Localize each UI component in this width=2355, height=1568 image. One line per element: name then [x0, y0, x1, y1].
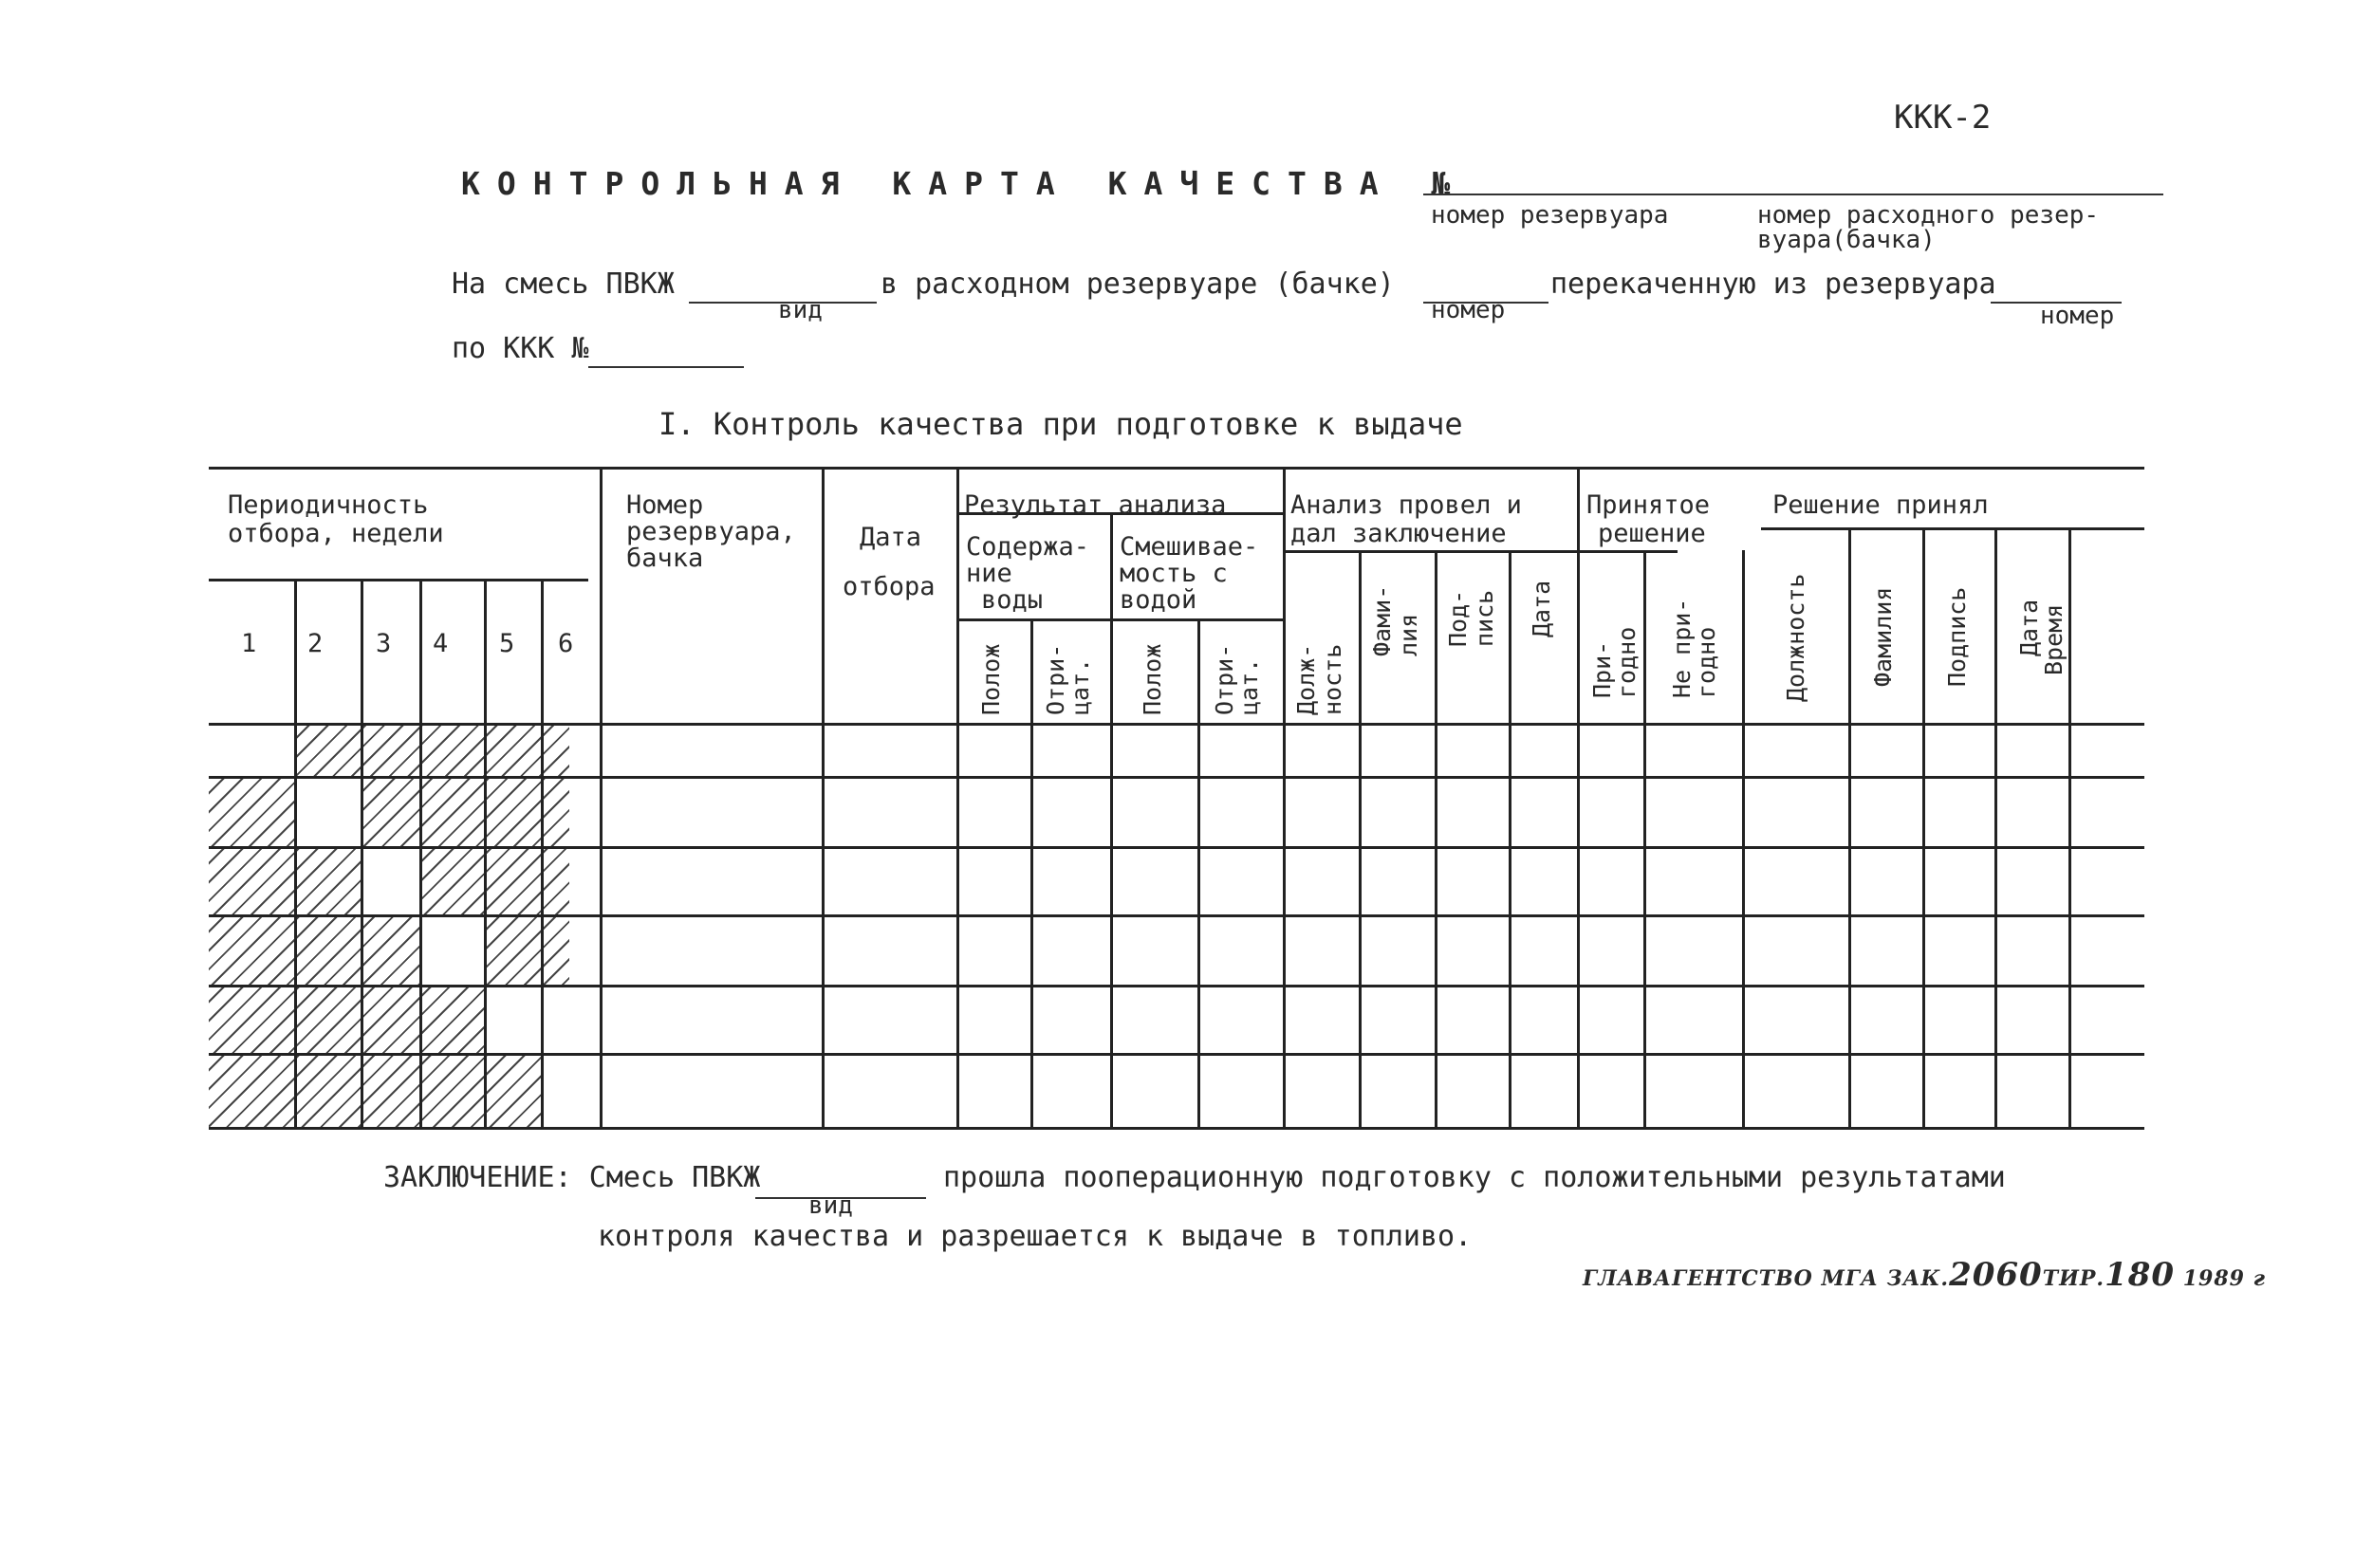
caption-supply-tank-2: вуара(бачка): [1757, 226, 1936, 254]
col-sep-result: [956, 467, 959, 1127]
conclusion-rest: прошла пооперационную подготовку с положительными результатами: [943, 1161, 2006, 1194]
unfit-header-1: Не при-: [1668, 598, 1696, 698]
hatched-cells-row-5: [209, 985, 484, 1053]
stamp-print-run: 180: [2105, 1256, 2176, 1294]
row-line-4: [209, 985, 2144, 987]
col-sep-signature: [1435, 550, 1437, 1127]
row-line-3: [209, 914, 2144, 917]
analysis-by-header-1: Анализ провел и: [1290, 490, 1522, 520]
stamp-tir-label: ТИР.: [2042, 1266, 2105, 1291]
caption-tank-number: номер резервуара: [1431, 201, 1669, 230]
week-3: 3: [376, 629, 392, 658]
header-bottom-border: [209, 723, 2144, 726]
unfit-header-2: годно: [1693, 626, 1720, 698]
surname-header-1: Фами-: [1368, 584, 1396, 656]
decision-by-divider: [1761, 527, 2144, 530]
table-bottom-border: [209, 1127, 2144, 1130]
week-4: 4: [433, 629, 449, 658]
week-6: 6: [558, 629, 574, 658]
row-line-1: [209, 776, 2144, 779]
date2-header: Дата: [2015, 599, 2043, 656]
mix-prefix: На смесь ПВКЖ: [452, 267, 675, 301]
date-header-2: отбора: [843, 572, 936, 601]
col-sep-tank: [600, 467, 603, 1127]
source-tank-caption: номер: [2040, 302, 2115, 330]
conclusion-mix-caption: вид: [808, 1191, 853, 1220]
position2-header: Должность: [1782, 573, 1809, 702]
col-sep-decision-by: [1742, 550, 1745, 1127]
title-underline: [1423, 194, 2163, 195]
time2-header: Время: [2040, 603, 2068, 675]
col-sep-analysis: [1283, 467, 1286, 1127]
hatched-cells-row-2b: [361, 776, 569, 846]
col-sep-misc: [1110, 512, 1113, 1127]
week-sep-2: [361, 579, 363, 1127]
water-pos-header: Полож: [977, 643, 1005, 715]
fit-header-2: годно: [1613, 626, 1641, 698]
week-1: 1: [241, 629, 257, 658]
col-sep-water-pos: [1030, 618, 1033, 1127]
surname-header-2: лия: [1395, 613, 1422, 656]
misc-neg-header-2: цат.: [1235, 657, 1263, 715]
col-sep-misc-pos: [1197, 618, 1200, 1127]
week-sep-5: [541, 579, 544, 1127]
quality-control-table: [209, 467, 2146, 1131]
print-stamp: [1583, 1256, 2266, 1294]
miscibility-3: водой: [1120, 585, 1197, 615]
periodicity-divider: [209, 579, 588, 581]
hatched-cells-row-6: [209, 1053, 541, 1127]
kkk-ref-field: [588, 366, 744, 368]
signature2-header: Подпись: [1943, 586, 1971, 687]
water-content-2: ние: [966, 559, 1012, 588]
week-sep-1: [294, 579, 297, 1127]
periodicity-header-2: отбора, недели: [228, 519, 444, 548]
miscibility-1: Смешивае-: [1120, 532, 1259, 562]
hatched-cells-row-2: [209, 776, 294, 846]
water-neg-header-1: Отри-: [1042, 643, 1069, 715]
misc-pos-header: Полож: [1139, 643, 1166, 715]
signature-header-1: Под-: [1444, 589, 1472, 647]
row-line-2: [209, 846, 2144, 849]
tank-header-1: Номер: [626, 490, 704, 520]
hatched-cells-row-1: [294, 723, 569, 776]
water-misc-divider: [956, 618, 1283, 621]
periodicity-header-1: Периодичность: [228, 490, 429, 520]
hatched-cells-row-4b: [484, 914, 569, 985]
surname2-header: Фамилия: [1869, 586, 1897, 687]
caption-supply-tank: номер расходного резер-: [1757, 201, 2100, 230]
document-title: КОНТРОЛЬНАЯ КАРТА КАЧЕСТВА №: [461, 165, 1468, 202]
pumped-from-text: перекаченную из резервуара: [1550, 267, 1996, 301]
fit-header-1: При-: [1588, 640, 1616, 698]
analysis-by-header-2: дал заключение: [1290, 519, 1507, 548]
decision-header-2: решение: [1598, 519, 1706, 548]
row-line-5: [209, 1053, 2144, 1056]
stamp-order-number: 2060: [1949, 1256, 2043, 1294]
table-top-border: [209, 467, 2144, 470]
col-sep-decision: [1577, 467, 1580, 1127]
decision-by-header: Решение принял: [1772, 490, 1989, 520]
week-5: 5: [499, 629, 515, 658]
analysis-by-divider: [1283, 550, 1678, 553]
date-header-1: Дата: [860, 523, 922, 552]
decision-header-1: Принятое: [1586, 490, 1711, 520]
week-sep-3: [419, 579, 422, 1127]
document-code: ККК-2: [1894, 99, 1992, 137]
col-sep-date3: [1509, 550, 1511, 1127]
supply-tank-text: в расходном резервуаре (бачке): [881, 267, 1395, 301]
tank-header-3: бачка: [626, 544, 704, 573]
mix-type-caption: вид: [778, 296, 823, 324]
hatched-cells-row-4: [209, 914, 419, 985]
water-content-3: воды: [981, 585, 1044, 615]
stamp-text: ГЛАВАГЕНТСТВО МГА ЗАК.: [1583, 1266, 1950, 1291]
conclusion-label: ЗАКЛЮЧЕНИЕ: Смесь ПВКЖ: [383, 1161, 761, 1194]
misc-neg-header-1: Отри-: [1211, 643, 1238, 715]
col-sep-time2: [2068, 527, 2071, 1127]
miscibility-2: мость с: [1120, 559, 1228, 588]
col-sep-surname2: [1848, 527, 1851, 1127]
analysis-result-header: Результат анализа: [964, 490, 1227, 520]
stamp-year: 1989 г: [2182, 1266, 2266, 1291]
col-sep-date: [822, 467, 825, 1127]
conclusion-line-2: контроля качества и разрешается к выдаче в топливо.: [598, 1220, 1473, 1253]
col-sep-signature2: [1922, 527, 1925, 1127]
tank-header-2: резервуара,: [626, 517, 796, 546]
signature-header-2: пись: [1471, 589, 1498, 647]
week-sep-4: [484, 579, 487, 1127]
water-neg-header-2: цат.: [1066, 657, 1094, 715]
kkk-ref-prefix: по ККК №: [452, 332, 589, 365]
position-header-1: Долж-: [1292, 643, 1320, 715]
week-2: 2: [307, 629, 324, 658]
col-sep-unfit: [1643, 550, 1646, 1127]
position-header-2: ность: [1319, 643, 1346, 715]
hatched-cells-row-3: [209, 846, 361, 914]
date3-header: Дата: [1528, 580, 1555, 637]
col-sep-surname: [1359, 550, 1362, 1127]
water-content-1: Содержа-: [966, 532, 1090, 562]
section-title: I. Контроль качества при подготовке к выдаче: [658, 406, 1463, 442]
hatched-cells-row-3b: [419, 846, 569, 914]
col-sep-date2: [1994, 527, 1997, 1127]
supply-tank-caption: номер: [1431, 296, 1506, 324]
